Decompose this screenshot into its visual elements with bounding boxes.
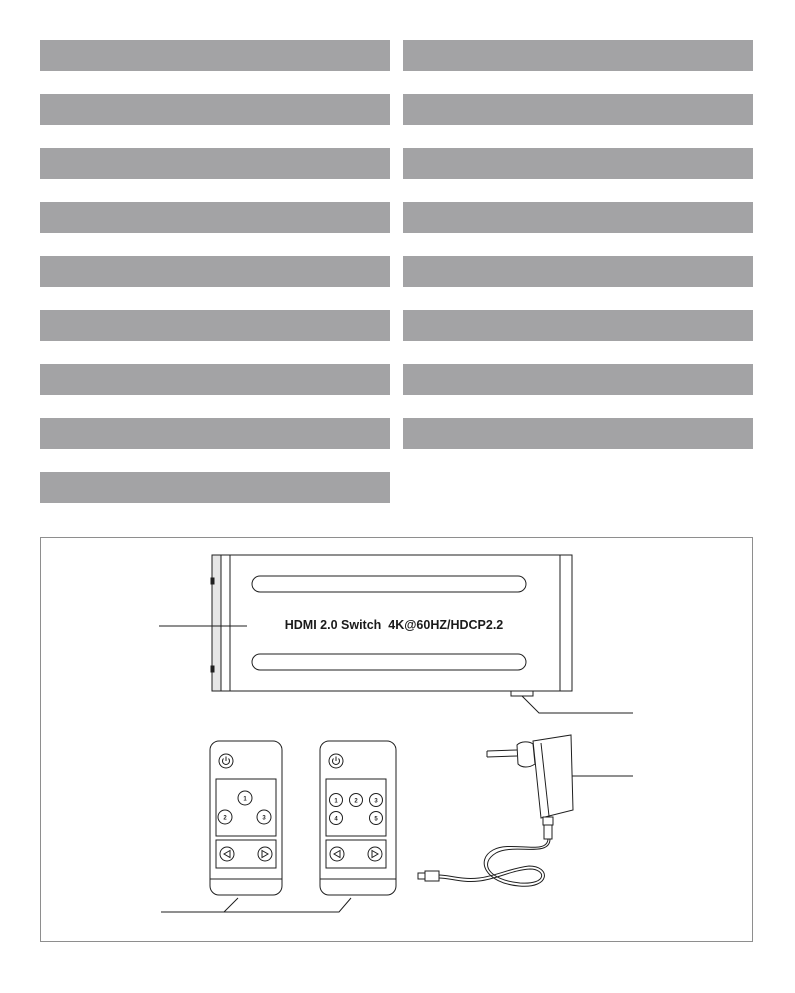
- redacted-bar-right-8: [403, 418, 753, 449]
- redacted-bar-left-8: [40, 418, 390, 449]
- power-adapter: [418, 735, 573, 886]
- redacted-bar-right-4: [403, 202, 753, 233]
- redacted-bar-right-5: [403, 256, 753, 287]
- redacted-bar-left-7: [40, 364, 390, 395]
- redacted-bar-left-9: [40, 472, 390, 503]
- redacted-bar-left-1: [40, 40, 390, 71]
- remote-b-label-5: 5: [374, 816, 378, 823]
- redacted-bar-right-3: [403, 148, 753, 179]
- redacted-bar-left-3: [40, 148, 390, 179]
- adapter-cable: [439, 839, 548, 886]
- redacted-bar-left-2: [40, 94, 390, 125]
- adapter-plug-base: [517, 742, 535, 767]
- switch-side-notch-top: [211, 578, 214, 584]
- adapter-prong-bottom: [487, 756, 517, 757]
- switch-side-notch-bottom: [211, 666, 214, 672]
- remote-b-label-3: 3: [374, 798, 378, 805]
- remote-a-label-1: 1: [243, 796, 247, 803]
- remote-a-label-3: 3: [262, 815, 266, 822]
- redacted-bar-right-2: [403, 94, 753, 125]
- redacted-bar-right-1: [403, 40, 753, 71]
- redacted-bar-left-4: [40, 202, 390, 233]
- redacted-bar-left-6: [40, 310, 390, 341]
- remote-b-label-1: 1: [334, 798, 338, 805]
- remote-b-body: [320, 741, 396, 895]
- redacted-bar-left-5: [40, 256, 390, 287]
- switch-ir-port: [511, 691, 533, 696]
- adapter-dc-plug: [425, 871, 439, 881]
- callout-line-remote-b: [224, 898, 351, 912]
- callout-line-remote-a: [161, 898, 238, 912]
- remote-a-label-2: 2: [223, 815, 227, 822]
- diagram-svg: [41, 538, 754, 943]
- redacted-bar-right-7: [403, 364, 753, 395]
- package-contents-diagram: [40, 537, 753, 942]
- adapter-cable-strain: [543, 817, 553, 825]
- remote-control-3-input: [210, 741, 282, 895]
- remote-control-5-input: [320, 741, 396, 895]
- callout-line-ir-port: [522, 696, 633, 713]
- adapter-prong-top: [487, 750, 517, 751]
- switch-model-label: HDMI 2.0 Switch 4K@60HZ/HDCP2.2: [284, 618, 504, 632]
- adapter-dc-tip: [418, 873, 425, 879]
- redacted-bar-right-6: [403, 310, 753, 341]
- adapter-cable-neck: [544, 825, 552, 839]
- remote-b-label-4: 4: [334, 816, 338, 823]
- adapter-body: [533, 735, 573, 818]
- remote-b-label-2: 2: [354, 798, 358, 805]
